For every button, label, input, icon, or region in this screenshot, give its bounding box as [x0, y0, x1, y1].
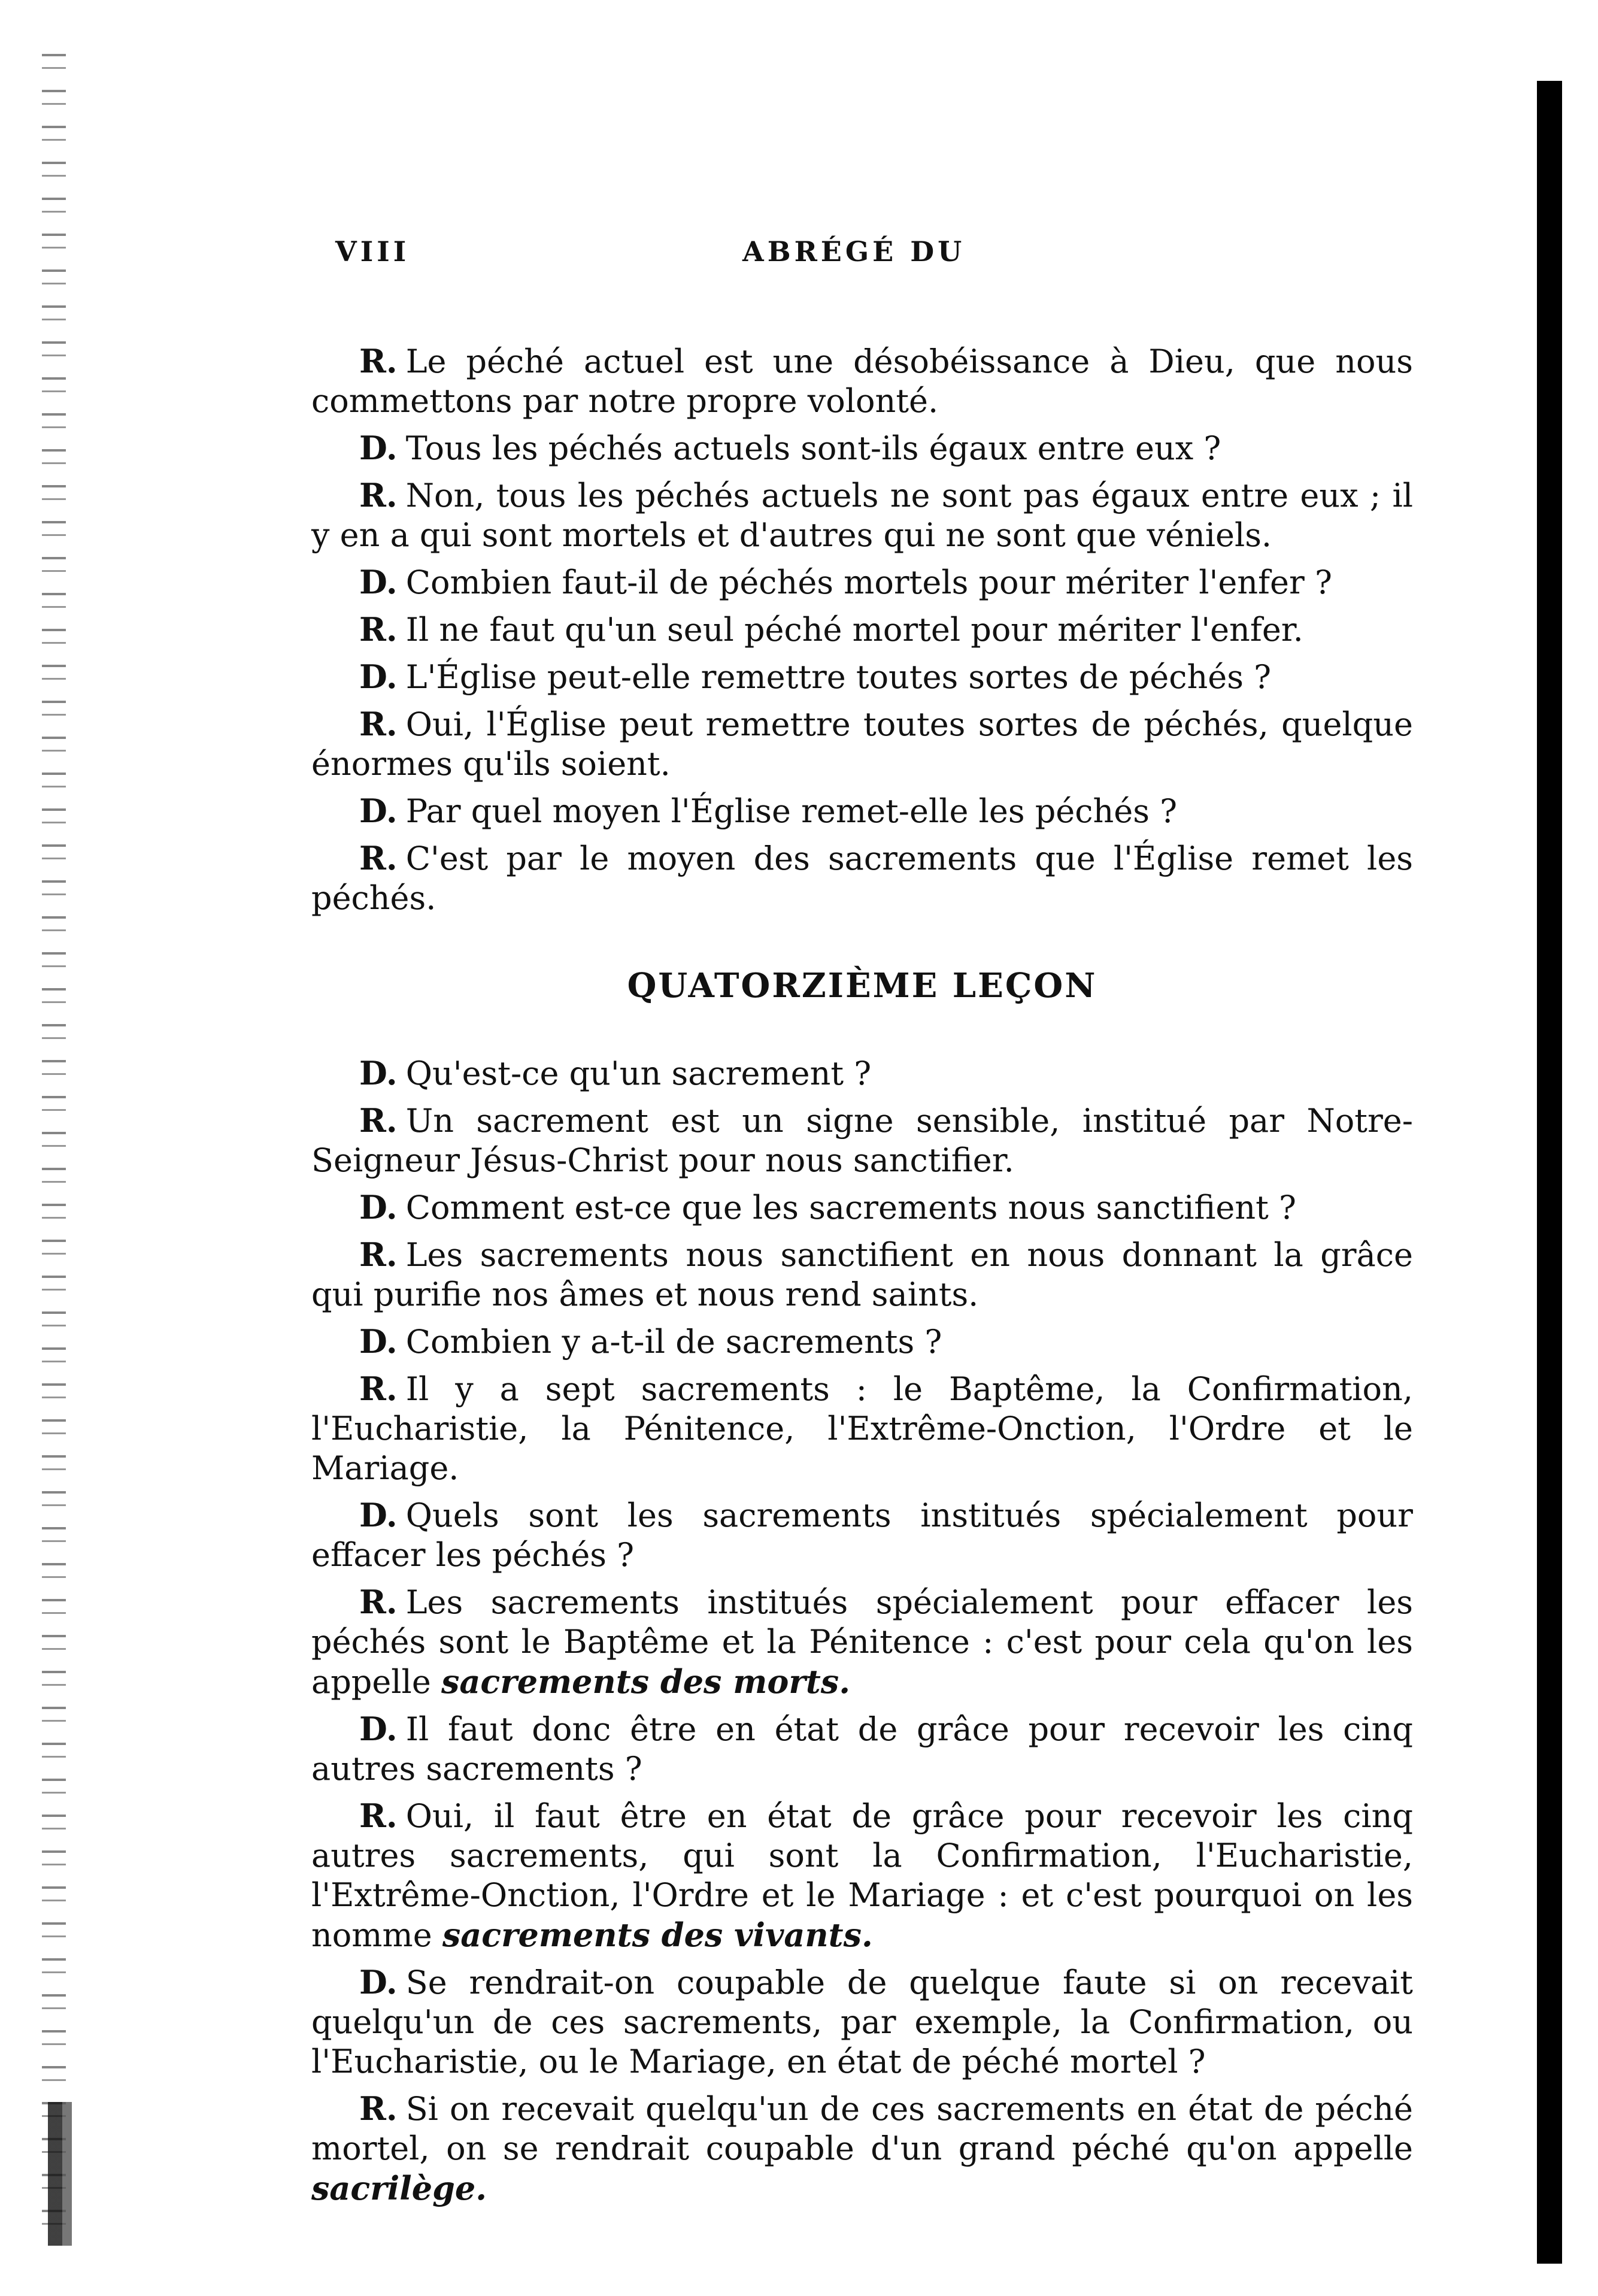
paragraph-label: D.: [359, 1054, 398, 1092]
paragraph-text: Comment est-ce que les sacrements nous sanctifient ?: [405, 1189, 1296, 1226]
question-paragraph: [311, 1322, 1413, 1362]
answer-paragraph: [311, 2089, 1413, 2209]
answer-paragraph: [311, 341, 1413, 421]
paragraph-text: Non, tous les péchés actuels ne sont pas égaux entre eux ; il y en a qui sont mortels et d'autres qui ne sont que véniels.: [311, 477, 1413, 554]
paragraph-label: R.: [359, 1583, 398, 1621]
section-after: [311, 1053, 1413, 2209]
paragraph-label: D.: [359, 563, 398, 601]
question-paragraph: [311, 1495, 1413, 1575]
paragraph-label: R.: [359, 839, 398, 877]
scan-edge-artifact: [42, 54, 66, 2246]
question-paragraph: [311, 1962, 1413, 2082]
paragraph-text: Quels sont les sacrements institués spécialement pour effacer les péchés ?: [311, 1497, 1413, 1574]
question-paragraph: [311, 562, 1413, 602]
section-before: [311, 341, 1413, 918]
question-paragraph: [311, 791, 1413, 831]
paragraph-text: Qu'est-ce qu'un sacrement ?: [405, 1055, 872, 1092]
question-paragraph: [311, 1053, 1413, 1094]
paragraph-text: Par quel moyen l'Église remet-elle les péchés ?: [405, 792, 1178, 830]
paragraph-text: Un sacrement est un signe sensible, institué par Notre-Seigneur Jésus-Christ pour nous sanctifier.: [311, 1102, 1413, 1179]
paragraph-label: R.: [359, 1370, 398, 1408]
paragraph-label: R.: [359, 2089, 398, 2128]
body-text: [311, 341, 1413, 2209]
paragraph-text: Les sacrements nous sanctifient en nous donnant la grâce qui purifie nos âmes et nous rend saints.: [311, 1236, 1413, 1313]
answer-paragraph: [311, 1369, 1413, 1488]
answer-paragraph: [311, 838, 1413, 918]
paragraph-text: Le péché actuel est une désobéissance à Dieu, que nous commettons par notre propre volonté.: [311, 343, 1413, 420]
paragraph-text: Combien y a-t-il de sacrements ?: [405, 1323, 942, 1361]
italic-term: sacrements des vivants.: [442, 1916, 873, 1954]
answer-paragraph: [311, 1796, 1413, 1955]
paragraph-label: D.: [359, 1963, 398, 2001]
answer-paragraph: [311, 610, 1413, 650]
paragraph-text: Il faut donc être en état de grâce pour recevoir les cinq autres sacrements ?: [311, 1710, 1413, 1788]
paragraph-label: R.: [359, 705, 398, 743]
paragraph-text: Il y a sept sacrements : le Baptême, la Confirmation, l'Eucharistie, la Pénitence, l'Extrême-Onction, l'Ordre et le Mariage.: [311, 1370, 1413, 1487]
scan-edge-bar: [1537, 81, 1562, 2264]
paragraph-text: Oui, l'Église peut remettre toutes sortes de péchés, quelque énormes qu'ils soient.: [311, 705, 1413, 783]
paragraph-label: R.: [359, 476, 398, 514]
paragraph-text: Oui, il faut être en état de grâce pour recevoir les cinq autres sacrements, qui sont la Confirmation, l'Eucharistie, l'Extrême-Onction, l'Ordre et le Mariage : et c'est pourquoi on les nomme: [311, 1797, 1413, 1954]
answer-paragraph: [311, 1101, 1413, 1180]
page: [311, 228, 1413, 2216]
paragraph-text: C'est par le moyen des sacrements que l'Église remet les péchés.: [311, 840, 1413, 917]
question-paragraph: [311, 428, 1413, 468]
question-paragraph: [311, 1188, 1413, 1228]
paragraph-text: Combien faut-il de péchés mortels pour mériter l'enfer ?: [405, 564, 1332, 601]
scan-edge-artifact: [48, 2102, 96, 2246]
paragraph-text: Tous les péchés actuels sont-ils égaux entre eux ?: [405, 429, 1221, 467]
paragraph-label: R.: [359, 342, 398, 380]
paragraph-label: R.: [359, 1797, 398, 1835]
answer-paragraph: [311, 475, 1413, 555]
paragraph-label: R.: [359, 610, 398, 649]
italic-term: sacrements des morts.: [441, 1662, 851, 1701]
paragraph-label: R.: [359, 1101, 398, 1140]
paragraph-text: Il ne faut qu'un seul péché mortel pour mériter l'enfer.: [405, 611, 1303, 649]
paragraph-label: D.: [359, 1496, 398, 1534]
paragraph-label: R.: [359, 1235, 398, 1274]
page-header: [311, 228, 1413, 275]
paragraph-label: D.: [359, 1322, 398, 1361]
paragraph-label: D.: [359, 1710, 398, 1748]
answer-paragraph: [311, 1235, 1413, 1314]
italic-term: sacrilège.: [311, 2169, 487, 2207]
paragraph-label: D.: [359, 792, 398, 830]
paragraph-text: Les sacrements institués spécialement pour effacer les péchés sont le Baptême et la Pénitence : c'est pour cela qu'on les appelle: [311, 1583, 1413, 1701]
paragraph-text: L'Église peut-elle remettre toutes sortes de péchés ?: [405, 658, 1272, 696]
section-title: QUATORZIÈME LEÇON: [627, 966, 1097, 1005]
paragraph-label: D.: [359, 1188, 398, 1226]
question-paragraph: [311, 1709, 1413, 1789]
paragraph-text: Se rendrait-on coupable de quelque faute si on recevait quelqu'un de ces sacrements, par exemple, la Confirmation, ou l'Eucharistie, ou le Mariage, en état de péché mortel ?: [311, 1964, 1413, 2080]
answer-paragraph: [311, 704, 1413, 784]
paragraph-label: D.: [359, 429, 398, 467]
question-paragraph: [311, 657, 1413, 697]
answer-paragraph: [311, 1582, 1413, 1702]
page-number: VIII: [335, 235, 410, 268]
paragraph-label: D.: [359, 658, 398, 696]
running-title: ABRÉGÉ DU: [742, 235, 966, 268]
paragraph-text: Si on recevait quelqu'un de ces sacrements en état de péché mortel, on se rendrait coupable d'un grand péché qu'on appelle: [311, 2090, 1413, 2167]
